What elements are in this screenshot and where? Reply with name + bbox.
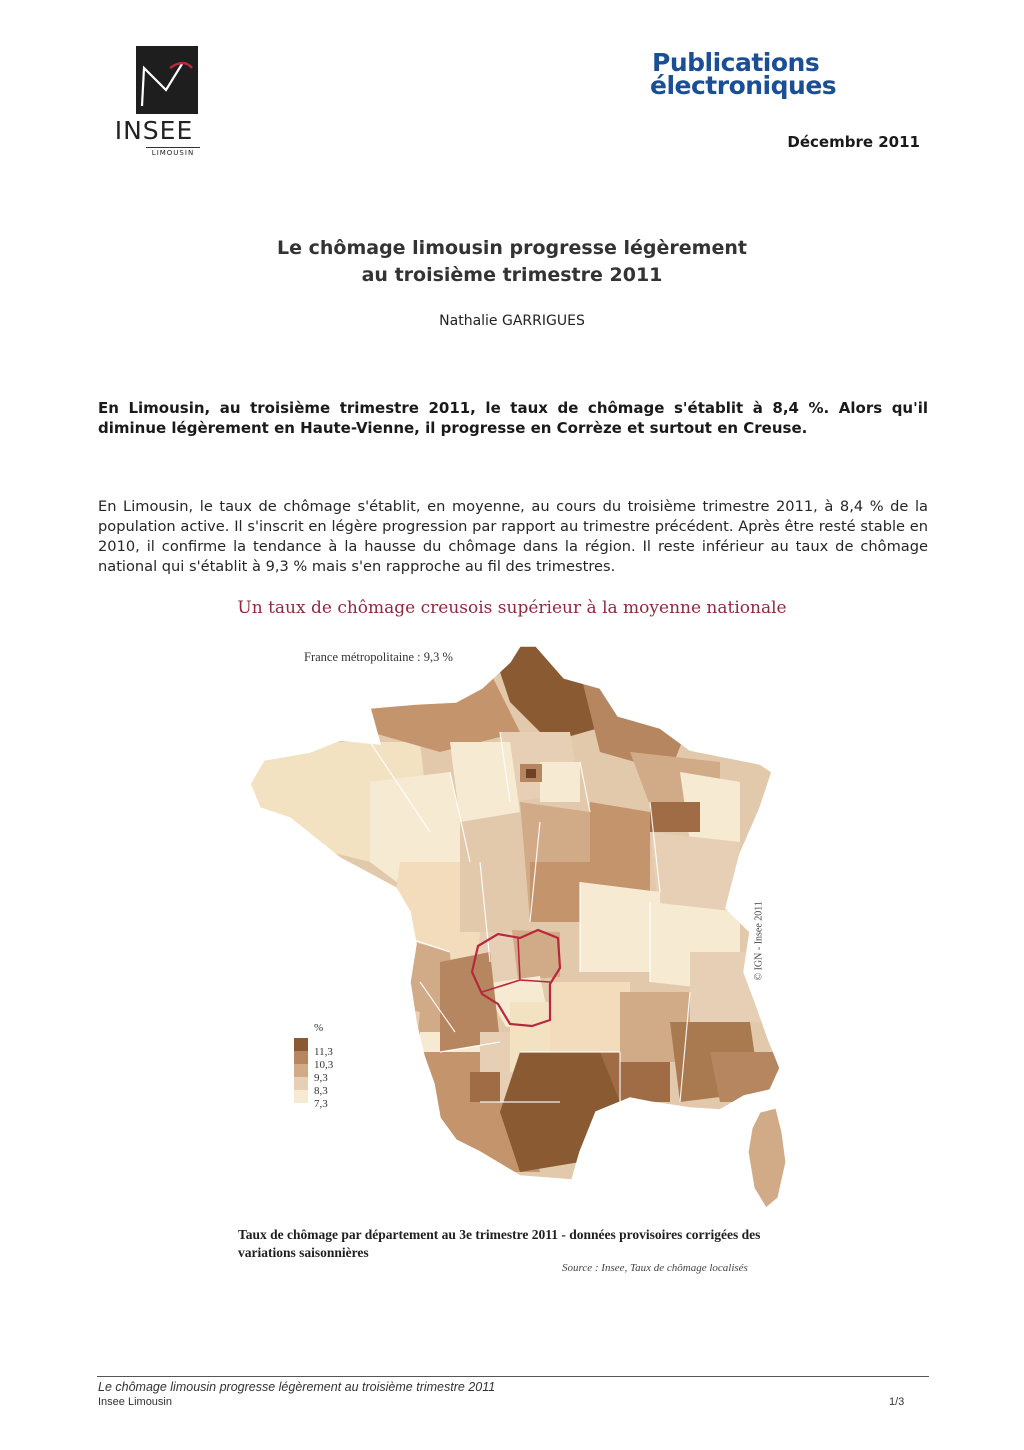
legend-swatch-4 bbox=[294, 1077, 308, 1090]
corsica bbox=[748, 1108, 786, 1208]
legend-label-3: 9,3 bbox=[314, 1072, 328, 1084]
article-title-line2: au troisième trimestre 2011 bbox=[361, 264, 663, 286]
publisher-logo-line2: électroniques bbox=[650, 71, 837, 100]
legend-label-4: 8,3 bbox=[314, 1085, 328, 1097]
footer-organization: Insee Limousin bbox=[98, 1396, 172, 1408]
footer-title: Le chômage limousin progresse légèrement au troisième trimestre 2011 bbox=[98, 1380, 496, 1394]
page-number: 1/3 bbox=[889, 1396, 905, 1408]
legend-swatch-5 bbox=[294, 1090, 308, 1103]
legend-swatch-1 bbox=[294, 1038, 308, 1051]
body-paragraph: En Limousin, le taux de chômage s'établit, en moyenne, au cours du troisième trimestre 2011, à 8,4 % de la population active. Il s'inscrit en légère progression par rapport au trimestre précédent. Après être resté stable en 2010, il confirme la tendance à la hausse du chômage dans la région. Il reste inférieur au taux de chômage national qui s'établit à 9,3 % mais s'en rapproche au fil des trimestres. bbox=[98, 498, 928, 575]
legend-swatch-2 bbox=[294, 1051, 308, 1064]
figure-caption: Taux de chômage par département au 3e trimestre 2011 - données provisoires corrigées des variations saisonnières bbox=[238, 1227, 761, 1260]
publications-electroniques-logo bbox=[648, 50, 928, 104]
publication-date: Décembre 2011 bbox=[787, 133, 920, 151]
footer-divider bbox=[97, 1376, 929, 1377]
map-legend bbox=[294, 1022, 354, 1122]
insee-emblem-icon bbox=[136, 46, 198, 114]
legend-swatch-3 bbox=[294, 1064, 308, 1077]
article-author: Nathalie GARRIGUES bbox=[439, 313, 585, 329]
map-credit bbox=[744, 870, 774, 990]
legend-unit: % bbox=[314, 1022, 324, 1034]
legend-label-1: 11,3 bbox=[314, 1046, 333, 1058]
insee-logo bbox=[108, 46, 200, 156]
figure-source: Source : Insee, Taux de chômage localisés bbox=[562, 1262, 748, 1274]
national-rate-note: France métropolitaine : 9,3 % bbox=[304, 650, 453, 664]
map-credit-text: © IGN - Insee 2011 bbox=[753, 901, 765, 981]
publisher-logo-line1: Publications bbox=[652, 48, 820, 77]
legend-label-2: 10,3 bbox=[314, 1059, 334, 1071]
figure-title: Un taux de chômage creusois supérieur à la moyenne nationale bbox=[237, 598, 787, 618]
insee-region-label: LIMOUSIN bbox=[146, 147, 200, 157]
lead-paragraph: En Limousin, au troisième trimestre 2011, le taux de chômage s'établit à 8,4 %. Alors qu'il diminue légèrement en Haute-Vienne, il progresse en Corrèze et surtout en Creuse. bbox=[98, 399, 928, 437]
article-title bbox=[0, 235, 1024, 289]
legend-label-5: 7,3 bbox=[314, 1098, 328, 1110]
france-departments-map bbox=[220, 632, 800, 1222]
department-mosaic bbox=[220, 632, 800, 1222]
insee-wordmark: INSEE bbox=[114, 116, 194, 145]
article-title-line1: Le chômage limousin progresse légèrement bbox=[277, 237, 747, 259]
